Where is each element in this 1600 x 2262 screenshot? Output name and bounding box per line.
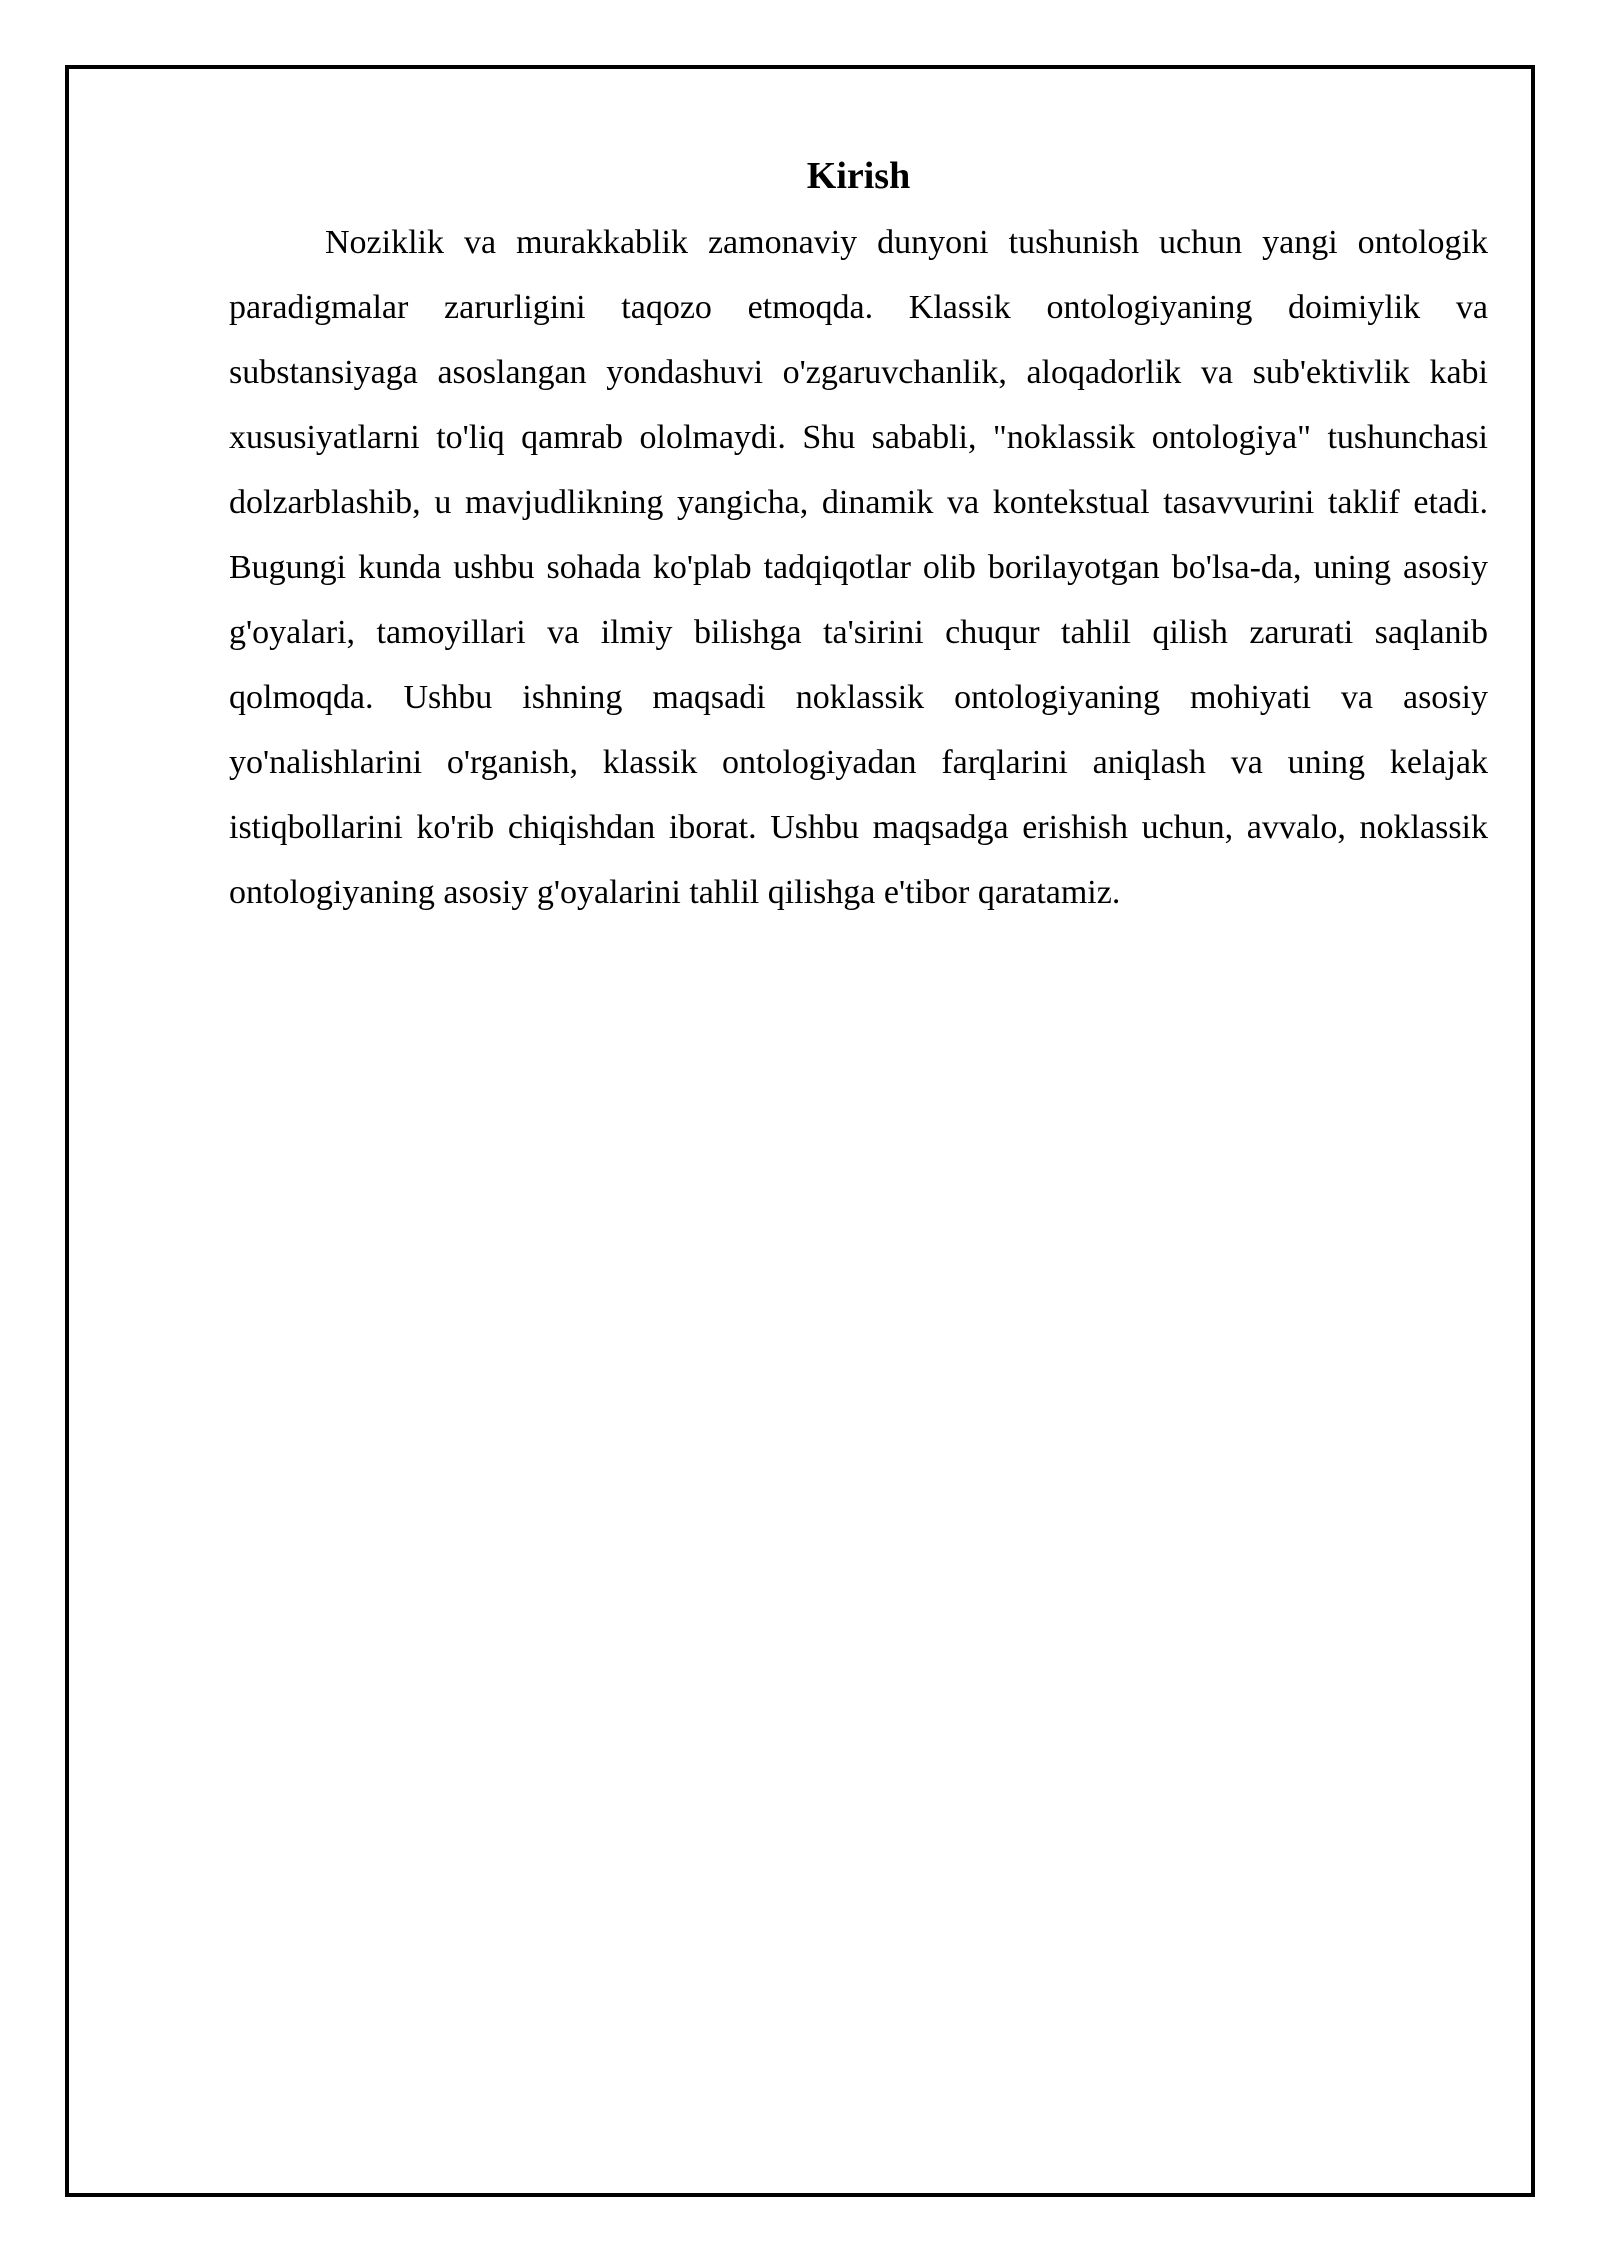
intro-paragraph: Noziklik va murakkablik zamonaviy dunyoni tushunish uchun yangi ontologik paradigmalar zarurligini taqozo etmoqda. Klassik ontologiyaning doimiylik va substansiyaga asoslangan yondashuvi o'zgaruvchanlik, aloqadorlik va sub'ektivlik kabi xususiyatlarni to'liq qamrab ololmaydi. Shu sababli, "noklassik ontologiya" tushunchasi dolzarblashib, u mavjudlikning yangicha, dinamik va kontekstual tasavvurini taklif etadi. Bugungi kunda ushbu sohada ko'plab tadqiqotlar olib borilayotgan bo'lsa-da, uning asosiy g'oyalari, tamoyillari va ilmiy bilishga ta'sirini chuqur tahlil qilish zarurati saqlanib qolmoqda. Ushbu ishning maqsadi noklassik ontologiyaning mohiyati va asosiy yo'nalishlarini o'rganish, klassik ontologiyadan farqlarini aniqlash va uning kelajak istiqbollarini ko'rib chiqishdan iborat. Ushbu maqsadga erishish uchun, avvalo, noklassik ontologiyaning asosiy g'oyalarini tahlil qilishga e'tibor qaratamiz. xyxy=(229,224,1488,911)
document-body xyxy=(229,150,1488,925)
section-heading: Kirish xyxy=(806,155,911,197)
